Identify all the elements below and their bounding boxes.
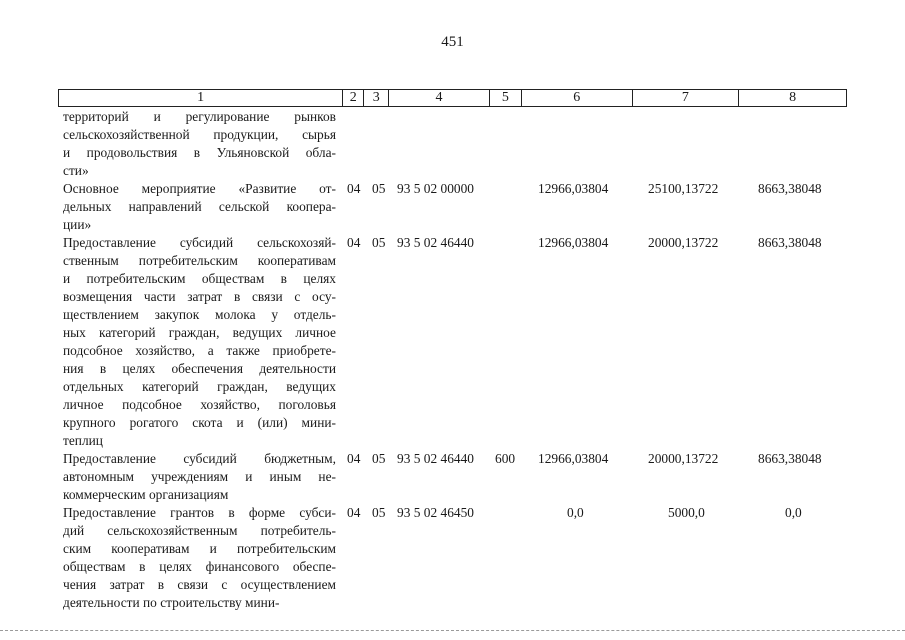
page-number: 451	[441, 34, 464, 50]
budget-table-body	[0, 108, 905, 612]
description-line: территорий и регулирование рынков	[63, 109, 336, 124]
description-line: подсобное хозяйство, а также приобрете-	[63, 343, 336, 358]
description-line: чения затрат в связи с осуществлением	[63, 577, 336, 592]
description-line: и продовольствия в Ульяновской обла-	[63, 145, 336, 160]
description-line: обществам в целях финансового обеспе-	[63, 559, 336, 574]
description-line: ственным потребительским кооперативам	[63, 253, 336, 268]
description-line: ния в целях обеспечения деятельности	[63, 361, 336, 376]
section-code: 04	[347, 181, 361, 196]
description-line: отдельных категорий граждан, ведущих	[63, 379, 336, 394]
row-description	[63, 180, 336, 234]
table-row	[0, 450, 905, 504]
subsection-code: 05	[372, 181, 386, 196]
amount-column-6: 0,0	[567, 505, 584, 520]
description-line: дельных направлений сельской коопера-	[63, 199, 336, 214]
page-bottom-rule	[0, 630, 905, 633]
subsection-code: 05	[372, 451, 386, 466]
target-article-code: 93 5 02 46440	[397, 451, 474, 466]
description-line: возмещения части затрат в связи с осу-	[63, 289, 336, 304]
section-code: 04	[347, 451, 361, 466]
column-header-6: 6	[521, 90, 632, 106]
column-header-4: 4	[388, 90, 489, 106]
amount-column-7: 5000,0	[668, 505, 705, 520]
expense-type-code: 600	[495, 451, 516, 466]
column-header-row	[58, 89, 847, 107]
column-header-5: 5	[489, 90, 521, 106]
amount-column-8: 8663,38048	[758, 181, 822, 196]
subsection-code: 05	[372, 505, 386, 520]
description-line: ществлением закупок молока у отдель-	[63, 307, 336, 322]
amount-column-8: 8663,38048	[758, 451, 822, 466]
amount-column-7: 20000,13722	[648, 235, 719, 250]
description-line: личное подсобное хозяйство, поголовья	[63, 397, 336, 412]
row-description	[63, 108, 336, 180]
column-header-7: 7	[632, 90, 739, 106]
description-line: Предоставление грантов в форме субси-	[63, 505, 336, 520]
column-header-1: 1	[197, 90, 205, 105]
description-line: ским кооперативам и потребительским	[63, 541, 336, 556]
table-row	[0, 234, 905, 450]
target-article-code: 93 5 02 00000	[397, 181, 474, 196]
description-line: Предоставление субсидий сельскохозяй-	[63, 235, 336, 250]
target-article-code: 93 5 02 46450	[397, 505, 474, 520]
subsection-code: 05	[372, 235, 386, 250]
row-description	[63, 504, 336, 612]
section-code: 04	[347, 235, 361, 250]
description-line: дий сельскохозяйственным потребитель-	[63, 523, 336, 538]
column-header-2: 2	[342, 90, 363, 106]
amount-column-7: 25100,13722	[648, 181, 719, 196]
amount-column-8: 0,0	[785, 505, 802, 520]
description-line: деятельности по строительству мини-	[63, 595, 280, 610]
description-line: крупного рогатого скота и (или) мини-	[63, 415, 336, 430]
column-header-3: 3	[363, 90, 388, 106]
description-line: сельскохозяйственной продукции, сырья	[63, 127, 336, 142]
amount-column-6: 12966,03804	[538, 235, 609, 250]
description-line: ции»	[63, 217, 92, 232]
target-article-code: 93 5 02 46440	[397, 235, 474, 250]
description-line: теплиц	[63, 433, 103, 448]
section-code: 04	[347, 505, 361, 520]
description-line: и потребительским обществам в целях	[63, 271, 336, 286]
table-row	[0, 180, 905, 234]
row-description	[63, 234, 336, 450]
description-line: ных категорий граждан, ведущих личное	[63, 325, 336, 340]
table-row	[0, 108, 905, 180]
table-row	[0, 504, 905, 612]
description-line: коммерческим организациям	[63, 487, 229, 502]
description-line: сти»	[63, 163, 89, 178]
description-line: Основное мероприятие «Развитие от-	[63, 181, 336, 196]
amount-column-6: 12966,03804	[538, 181, 609, 196]
column-header-8: 8	[738, 90, 846, 106]
amount-column-7: 20000,13722	[648, 451, 719, 466]
row-description	[63, 450, 336, 504]
description-line: Предоставление субсидий бюджетным,	[63, 451, 336, 466]
description-line: автономным учреждениям и иным не-	[63, 469, 336, 484]
amount-column-6: 12966,03804	[538, 451, 609, 466]
amount-column-8: 8663,38048	[758, 235, 822, 250]
